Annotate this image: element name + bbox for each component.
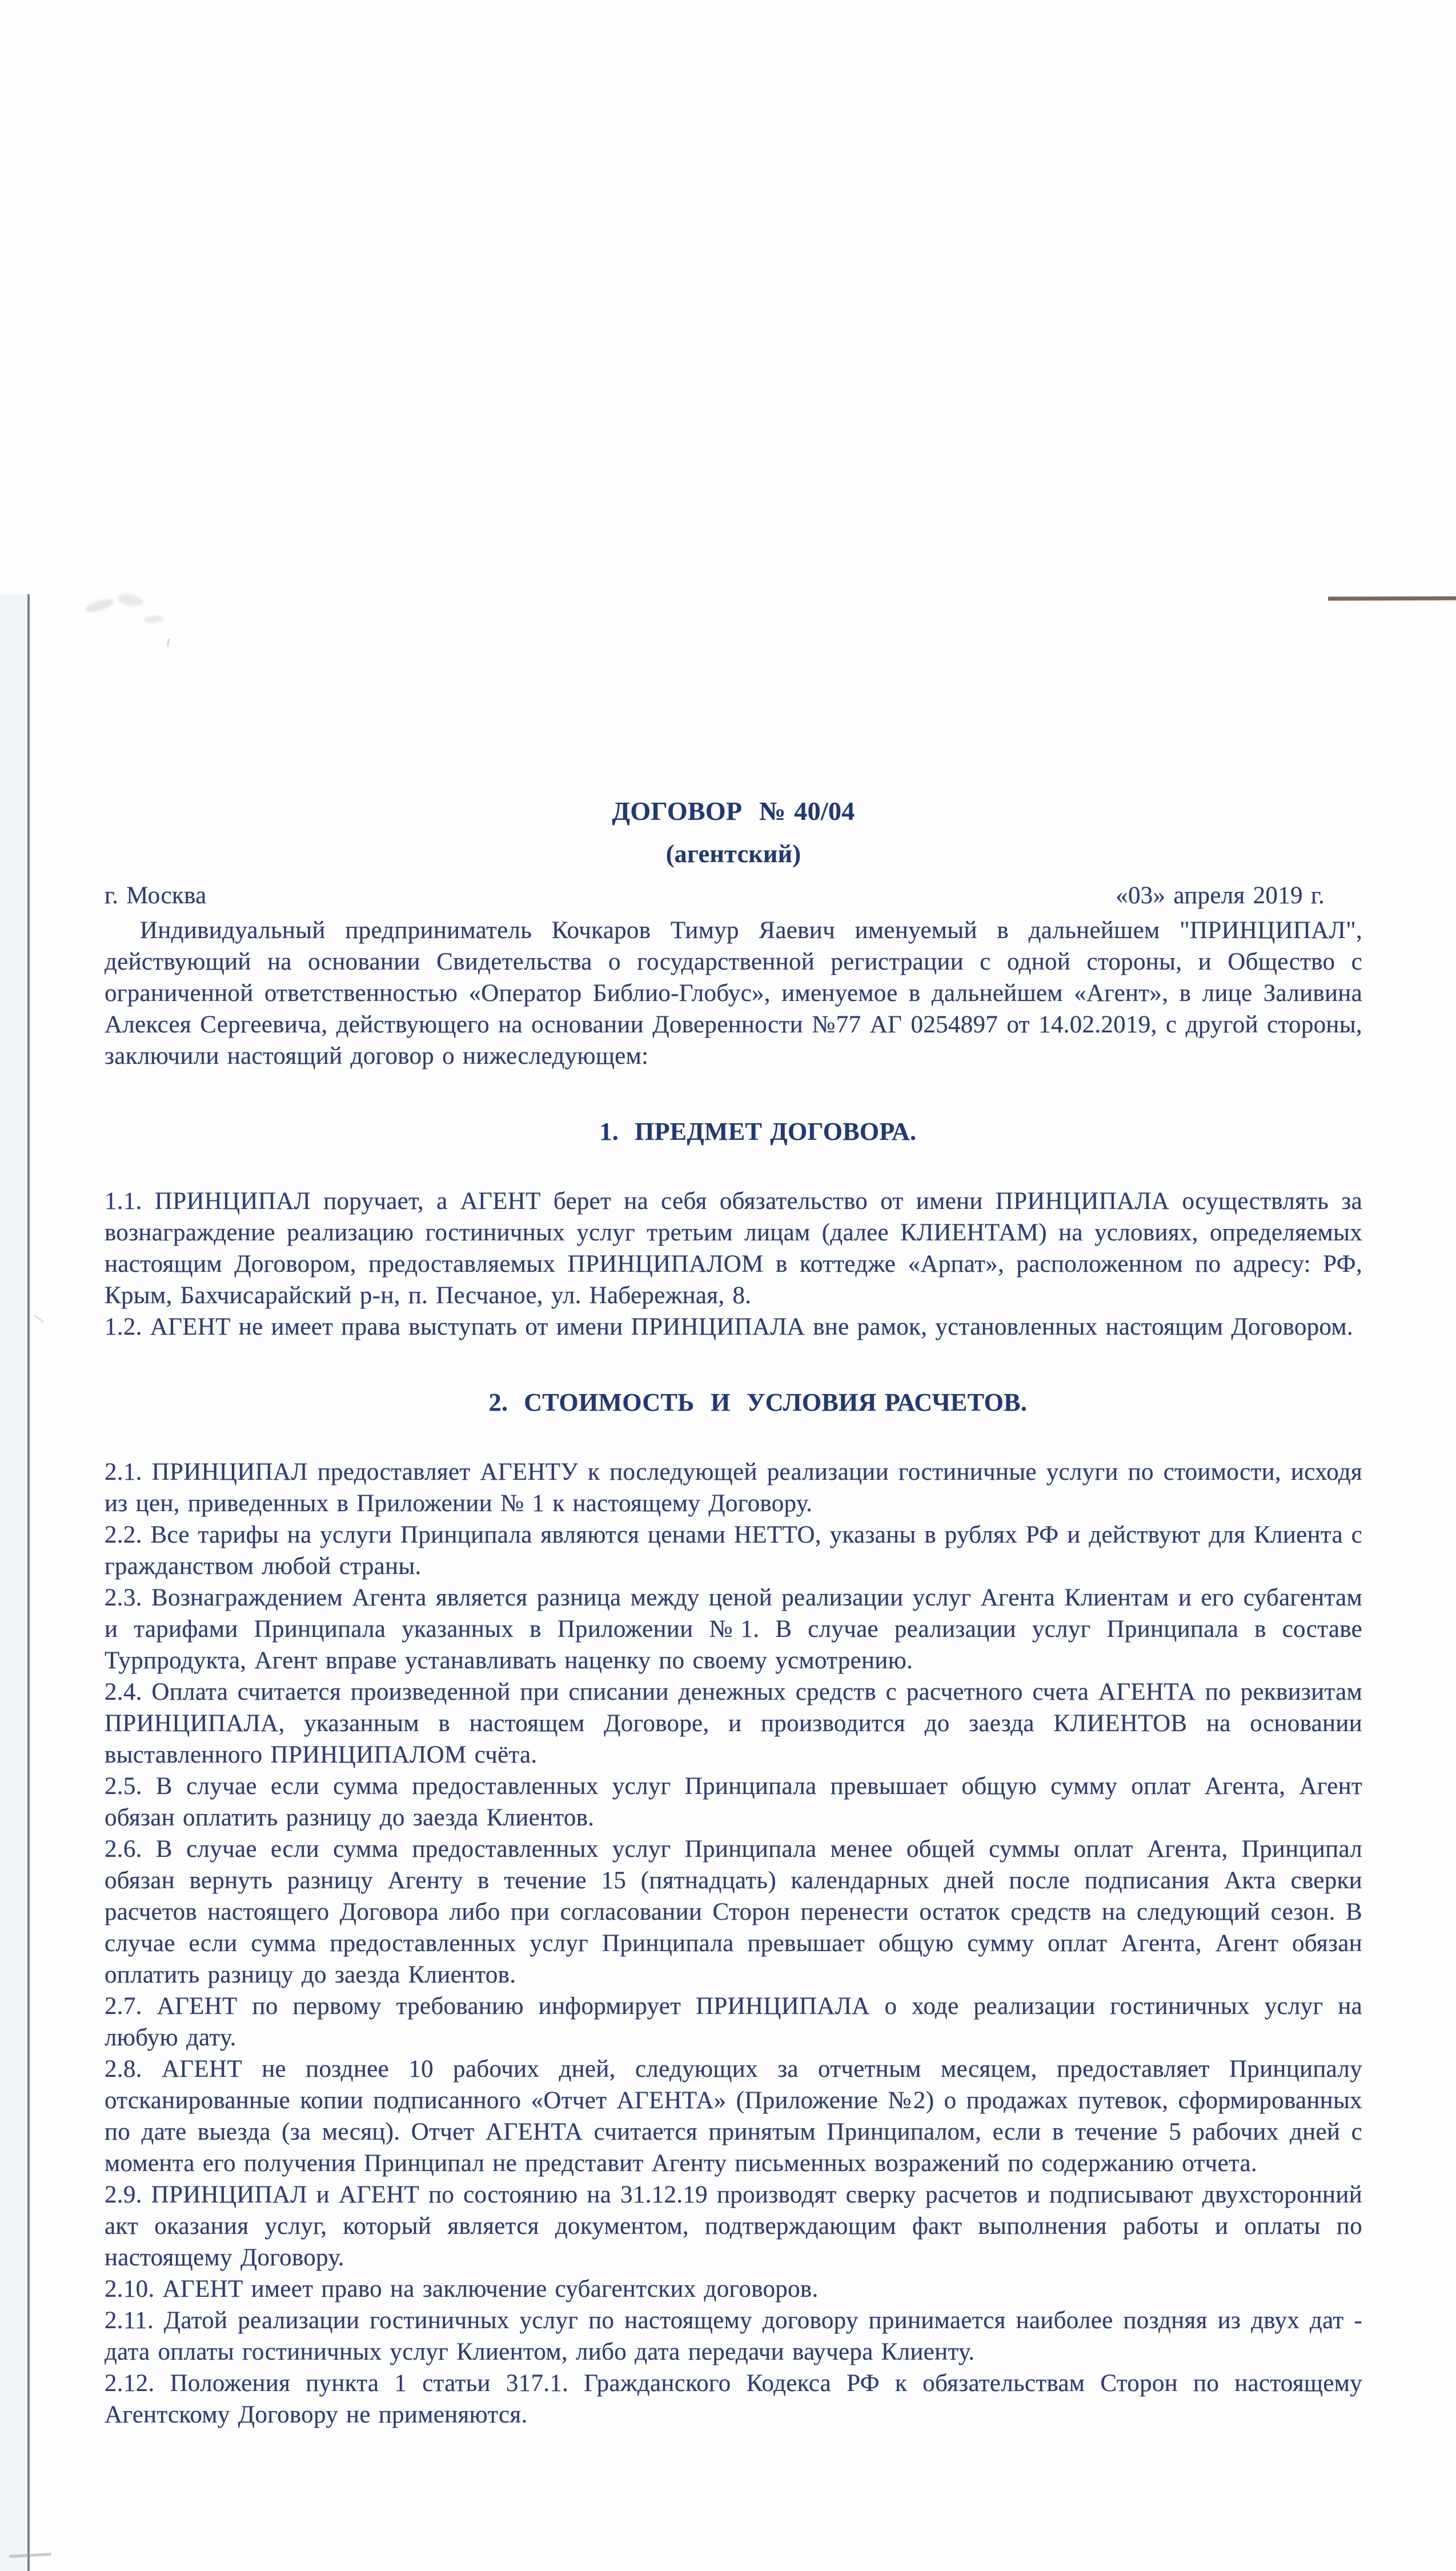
paper-edge-line-top-right bbox=[1328, 596, 1456, 601]
clause-2-8: 2.8. АГЕНТ не позднее 10 рабочих дней, следующих за отчетным месяцем, предоставляет Принципалу отсканированные копии подписанного «Отчет АГЕНТА» (Приложение №2) о продажах путевок, сформированных по дате выезда (за месяц). Отчет АГЕНТА считается принятым Принципалом, если в течение 5 рабочих дней с момента его получения Принципал не представит Агенту письменных возражений по содержанию отчета. bbox=[105, 2056, 1362, 2177]
paper-edge-line-left bbox=[27, 594, 30, 2571]
scan-smudge bbox=[117, 592, 145, 608]
scan-left-margin-strip bbox=[0, 594, 27, 2571]
clause-2-5: 2.5. В случае если сумма предоставленных услуг Принципала превышает общую сумму оплат Агента, Агент обязан оплатить разницу до заезда Клиентов. bbox=[105, 1773, 1362, 1831]
section-1-heading bbox=[105, 1084, 1362, 1179]
clause-2-7: 2.7. АГЕНТ по первому требованию информирует ПРИНЦИПАЛА о ходе реализации гостиничных услуг на любую дату. bbox=[105, 1993, 1362, 2051]
clause-2-1: 2.1. ПРИНЦИПАЛ предоставляет АГЕНТУ к последующей реализации гостиничные услуги по стоимости, исходя из цен, приведенных в Приложении № 1 к настоящему Договору. bbox=[105, 1459, 1362, 1517]
clause-2-4: 2.4. Оплата считается произведенной при списании денежных средств с расчетного счета АГЕНТА по реквизитам ПРИНЦИПАЛА, указанным в настоящем Договоре, и производится до заезда КЛИЕНТОВ на основании выставленного ПРИНЦИПАЛОМ счёта. bbox=[105, 1679, 1362, 1768]
pencil-mark bbox=[34, 1314, 44, 1323]
clause-2-12: 2.12. Положения пункта 1 статьи 317.1. Гражданского Кодекса РФ к обязательствам Сторон по настоящему Агентскому Договору не применяются. bbox=[105, 2370, 1362, 2428]
clause-2-3: 2.3. Вознаграждением Агента является разница между ценой реализации услуг Агента Клиентам и его субагентам и тарифами Принципала указанных в Приложении №1. В случае реализации услуг Принципала в составе Турпродукта, Агент вправе устанавливать наценку по своему усмотрению. bbox=[105, 1584, 1362, 1674]
preamble-paragraph: Индивидуальный предприниматель Кочкаров Тимур Яаевич именуемый в дальнейшем "ПРИНЦИПАЛ", действующий на основании Свидетельства о государственной регистрации с одной стороны, и Общество с ограниченной ответственностью «Оператор Библио-Глобус», именуемое в дальнейшем «Агент», в лице Заливина Алексея Сергеевича, действующего на основании Доверенности №77 АГ 0254897 от 14.02.2019, с другой стороны, заключили настоящий договор о нижеследующем: bbox=[105, 917, 1362, 1070]
clause-1-1: 1.1. ПРИНЦИПАЛ поручает, а АГЕНТ берет на себя обязательство от имени ПРИНЦИПАЛА осуществлять за вознаграждение реализацию гостиничных услуг третьим лицам (далее КЛИЕНТАМ) на условиях, определяемых настоящим Договором, предоставляемых ПРИНЦИПАЛОМ в коттедже «Арпат», расположенном по адресу: РФ, Крым, Бахчисарайский р-н, п. Песчаное, ул. Набережная, 8. bbox=[105, 1188, 1362, 1309]
clause-1-2: 1.2. АГЕНТ не имеет права выступать от имени ПРИНЦИПАЛА вне рамок, установленных настоящим Договором. bbox=[105, 1313, 1353, 1340]
contract-subtitle: (агентский) bbox=[665, 840, 801, 868]
contract-city: г. Москва bbox=[105, 882, 207, 909]
section-2-number: 2. bbox=[488, 1388, 508, 1416]
section-1-title: ПРЕДМЕТ ДОГОВОРА. bbox=[635, 1118, 917, 1146]
clause-2-2: 2.2. Все тарифы на услуги Принципала являются ценами НЕТТО, указаны в рублях РФ и действуют для Клиента с гражданством любой страны. bbox=[105, 1521, 1362, 1580]
clause-2-11: 2.11. Датой реализации гостиничных услуг по настоящему договору принимается наиболее поздняя из двух дат - дата оплаты гостиничных услуг Клиентом, либо дата передачи ваучера Клиенту. bbox=[105, 2307, 1362, 2365]
section-2-heading bbox=[105, 1355, 1362, 1449]
clause-2-6: 2.6. В случае если сумма предоставленных услуг Принципала менее общей суммы оплат Агента, Принципал обязан вернуть разницу Агенту в течение 15 (пятнадцать) календарных дней после подписания Акта сверки расчетов настоящего Договора либо при согласовании Сторон перенести остаток средств на следующий сезон. В случае если сумма предоставленных услуг Принципала превышает общую сумму оплат Агента, Агент обязан оплатить разницу до заезда Клиентов. bbox=[105, 1836, 1362, 1988]
contract-title: ДОГОВОР № 40/04 bbox=[612, 796, 855, 826]
scan-tick-mark bbox=[167, 639, 170, 647]
contract-document bbox=[105, 795, 1362, 2430]
clause-2-9: 2.9. ПРИНЦИПАЛ и АГЕНТ по состоянию на 31.12.19 производят сверку расчетов и подписывают двухсторонний акт оказания услуг, который является документом, подтверждающим факт выполнения работы и оплаты по настоящему Договору. bbox=[105, 2181, 1362, 2271]
section-2-title: СТОИМОСТЬ И УСЛОВИЯ РАСЧЕТОВ. bbox=[524, 1388, 1028, 1416]
section-1-number: 1. bbox=[599, 1118, 619, 1146]
contract-date: «03» апреля 2019 г. bbox=[1116, 882, 1325, 909]
clause-2-10: 2.10. АГЕНТ имеет право на заключение субагентских договоров. bbox=[105, 2276, 819, 2302]
scan-smudge bbox=[84, 596, 115, 614]
city-date-line bbox=[105, 880, 1362, 911]
scan-smudge bbox=[143, 615, 163, 623]
